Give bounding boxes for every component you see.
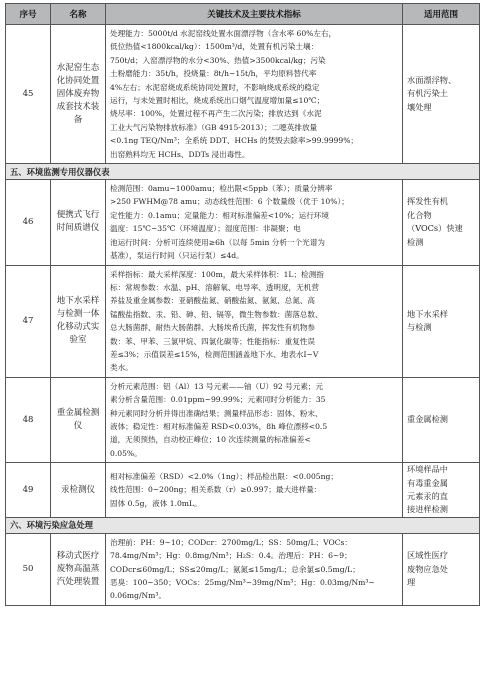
spec-line: 工业大气污染物排放标准》（GB 4915-2013）；二噁英排放量 [110, 122, 318, 132]
row-num: 46 [6, 180, 51, 265]
spec-line: 处理能力：5000t/d 水泥窑线处置水面漂浮物（含水率 60%左右， [110, 29, 337, 38]
name-line: 地下水采样 [56, 296, 100, 307]
spec-line: 养盐及重金属参数：亚硝酸盐氮、硝酸盐氮、氨氮、总氮、高 [110, 296, 316, 306]
scope-line: 废物应急处 [407, 563, 448, 574]
spec-line: 烧尽率：100%，处置过程不再产生二次污染；排放达到《水泥 [110, 109, 322, 119]
table-row-46 [6, 180, 480, 265]
header-spec: 关键技术及主要技术指标 [106, 4, 403, 25]
name-line: 成套技术装 [56, 101, 100, 112]
row-scope [403, 533, 480, 605]
section-title: 五、环境监测专用仪器仪表 [6, 164, 480, 180]
spec-line: 0.05%。 [110, 448, 142, 458]
row-num: 45 [6, 25, 51, 164]
spec-line: 种元素同时分析并得出准确结果；测量样品形态：固体、粉末、 [110, 408, 323, 418]
row-scope [403, 265, 480, 377]
name-line: 固体废弃物 [56, 88, 100, 99]
name-line: 汽处理装置 [56, 576, 100, 587]
spec-line: 基准），泵运行时间（只运行泵）≤4d。 [110, 251, 244, 261]
section-row [6, 517, 480, 533]
scope-line: 区域性医疗 [407, 550, 448, 561]
name-line: 废物高温蒸 [56, 563, 100, 574]
scope-line: 理 [407, 577, 416, 588]
scope-line: 水面漂浮物、 [407, 74, 457, 85]
spec-line: 分析元素范围：铝（Al）13 号元素——铀（U）92 号元素；元 [110, 381, 324, 391]
spec-line: 78.4mg/Nm³；Hg：0.8mg/Nm³；H₂S：0.4。治理后：PH：6~9； [110, 551, 352, 561]
header-name: 名称 [51, 4, 106, 25]
spec-line: 液体；稳定性：相对标准偏差 RSD<0.03%，8h 峰位漂移<0.5 [110, 421, 328, 431]
scope-line: 有毒重金属 [407, 477, 448, 488]
spec-line: 标：常规参数：水温、pH、溶解氧、电导率、透明度，无机营 [110, 282, 319, 292]
section-row [6, 164, 480, 180]
tech-equipment-table [5, 3, 480, 606]
section-title: 六、环境污染应急处理 [6, 517, 480, 533]
spec-line: >250 FWHM@78 amu；动态线性范围：6 个数量级（优于 10%）； [110, 197, 349, 207]
header-num: 序号 [6, 4, 51, 25]
table-row-48 [6, 377, 480, 462]
row-num: 50 [6, 533, 51, 605]
scope-line: 重金属检测 [407, 414, 448, 425]
row-scope [403, 180, 480, 265]
header-scope: 适用范围 [403, 4, 480, 25]
spec-line: 4%左右；水泥窑烧成系统协同处置时，不影响烧成系统的稳定 [110, 82, 320, 92]
row-name [51, 463, 106, 518]
spec-line: 治理前：PH：9~10；CODcr：2700mg/L；SS：50mg/L；VOCs： [110, 537, 352, 547]
name-line: 移动式医疗 [56, 550, 100, 561]
row-name [51, 25, 106, 164]
name-line: 化协同处置 [56, 75, 100, 86]
row-num: 47 [6, 265, 51, 377]
spec-line: 采样指标：最大采样深度：100m，最大采样体积：1L；检测指 [110, 269, 324, 279]
spec-line: 类水。 [110, 363, 133, 373]
row-spec [106, 533, 403, 605]
spec-line: <0.1ng TEQ/Nm³；全系统 DDT、HCHs 的焚毁去除率>99.9999%； [110, 136, 359, 146]
spec-line: 0.06mg/Nm³。 [110, 591, 167, 601]
name-line: 水泥窑生态 [56, 62, 100, 73]
row-name [51, 533, 106, 605]
spec-line: 恶臭：100~350；VOCs：25mg/Nm³~39mg/Nm³；Hg：0.03mg/Nm³~ [110, 578, 375, 588]
scope-line: 与检测 [407, 322, 432, 333]
scope-line: 有机污染土 [407, 88, 448, 99]
spec-line: 道，无须预热，自动校正峰位；10 次连续测量的标准偏差< [110, 435, 311, 445]
spec-line: 素分析含量范围：0.01ppm~99.99%；元素同时分析能力：35 [110, 395, 326, 405]
spec-line: 出窑熟料均无 HCHs、DDTs 浸出毒性。 [110, 149, 250, 159]
spec-line: 土粉磨能力：35t/h，投烧量：8t/h~15t/h，平均原料替代率 [110, 69, 317, 79]
row-spec [106, 180, 403, 265]
spec-line: 定性能力：0.1amu；定量能力：相对标准偏差<10%；运行环境 [110, 210, 329, 220]
name-line: 时间质谱仪 [56, 223, 100, 234]
name-line: 便携式飞行 [56, 210, 100, 221]
name-line: 验室 [69, 335, 87, 346]
spec-line: CODcr≤60mg/L；SS≤20mg/L；氨氮≤15mg/L；总余氯≤0.5mg/L； [110, 564, 360, 574]
scope-line: 元素汞的直 [407, 491, 448, 501]
spec-line: 温度：15℃~35℃（环境温度）；湿度范围：非凝聚；电 [110, 224, 301, 234]
scope-line: 挥发性有机 [407, 196, 448, 207]
name-line: 与检测一体 [56, 309, 100, 320]
row-num: 48 [6, 377, 51, 462]
name-line: 重金属检测 [56, 407, 100, 418]
scope-line: 检测 [407, 236, 424, 247]
scope-line: 化合物 [407, 209, 432, 220]
name-line: 仪 [73, 420, 83, 431]
spec-line: 750t/d；入窑漂浮物的水分<30%、热值>3500kcal/kg；污染 [110, 55, 326, 65]
scope-line: 环境样品中 [407, 464, 448, 475]
row-spec [106, 265, 403, 377]
spec-line: 差≤3%；示值误差≤15%，检测范围涵盖地下水、地表水Ⅰ~Ⅴ [110, 349, 319, 359]
spec-line: 锰酸盐指数、汞、铅、砷、铅、镉等，微生物参数：菌落总数、 [110, 309, 323, 319]
row-spec [106, 463, 403, 518]
spec-line: 池运行时间：分析可连续使用≥6h（以每 5min 分析一个光谱为 [110, 237, 325, 247]
scope-line: 地下水采样 [407, 308, 448, 319]
row-scope [403, 377, 480, 462]
spec-line: 低位热值<1800kcal/kg）：1500m³/d，处置有机污染土壤： [110, 42, 319, 52]
name-line: 汞检测仪 [60, 484, 95, 495]
row-spec [106, 25, 403, 164]
row-num: 49 [6, 463, 51, 518]
document-page [5, 3, 479, 606]
spec-line: 线性范围：0~200ng；相关系数（r）≥0.997；最大进样量： [110, 485, 322, 495]
row-scope [403, 463, 480, 518]
table-header-row [6, 4, 480, 25]
spec-line: 固体 0.5g，液体 1.0mL。 [110, 498, 202, 508]
spec-line: 数：苯、甲苯、三氯甲烷、四氯化碳等；性能指标：重复性误 [110, 336, 316, 346]
name-line: 备 [73, 114, 83, 125]
row-spec [106, 377, 403, 462]
scope-line: 壤处理 [407, 101, 432, 112]
name-line: 化移动式实 [56, 322, 100, 333]
table-row-47 [6, 265, 480, 377]
row-name [51, 377, 106, 462]
spec-line: 运行，与未处置时相比，烧成系统出口烟气温度增加量≤10℃； [110, 96, 325, 106]
table-row-45 [6, 25, 480, 164]
table-row-50 [6, 533, 480, 605]
row-name [51, 180, 106, 265]
scope-line: 接进样检测 [407, 504, 448, 515]
spec-line: 总大肠菌群、耐热大肠菌群、大肠埃希氏菌，挥发性有机物参 [110, 323, 316, 333]
scope-line: （VOCs）快速 [407, 223, 463, 234]
row-scope [403, 25, 480, 164]
table-row-49 [6, 463, 480, 518]
spec-line: 相对标准偏差（RSD）<2.0%（1ng）；样品检出限：<0.005ng； [110, 471, 338, 481]
row-name [51, 265, 106, 377]
spec-line: 检测范围：0amu~1000amu；检出限<5ppb（苯）；质量分辨率 [110, 184, 333, 194]
